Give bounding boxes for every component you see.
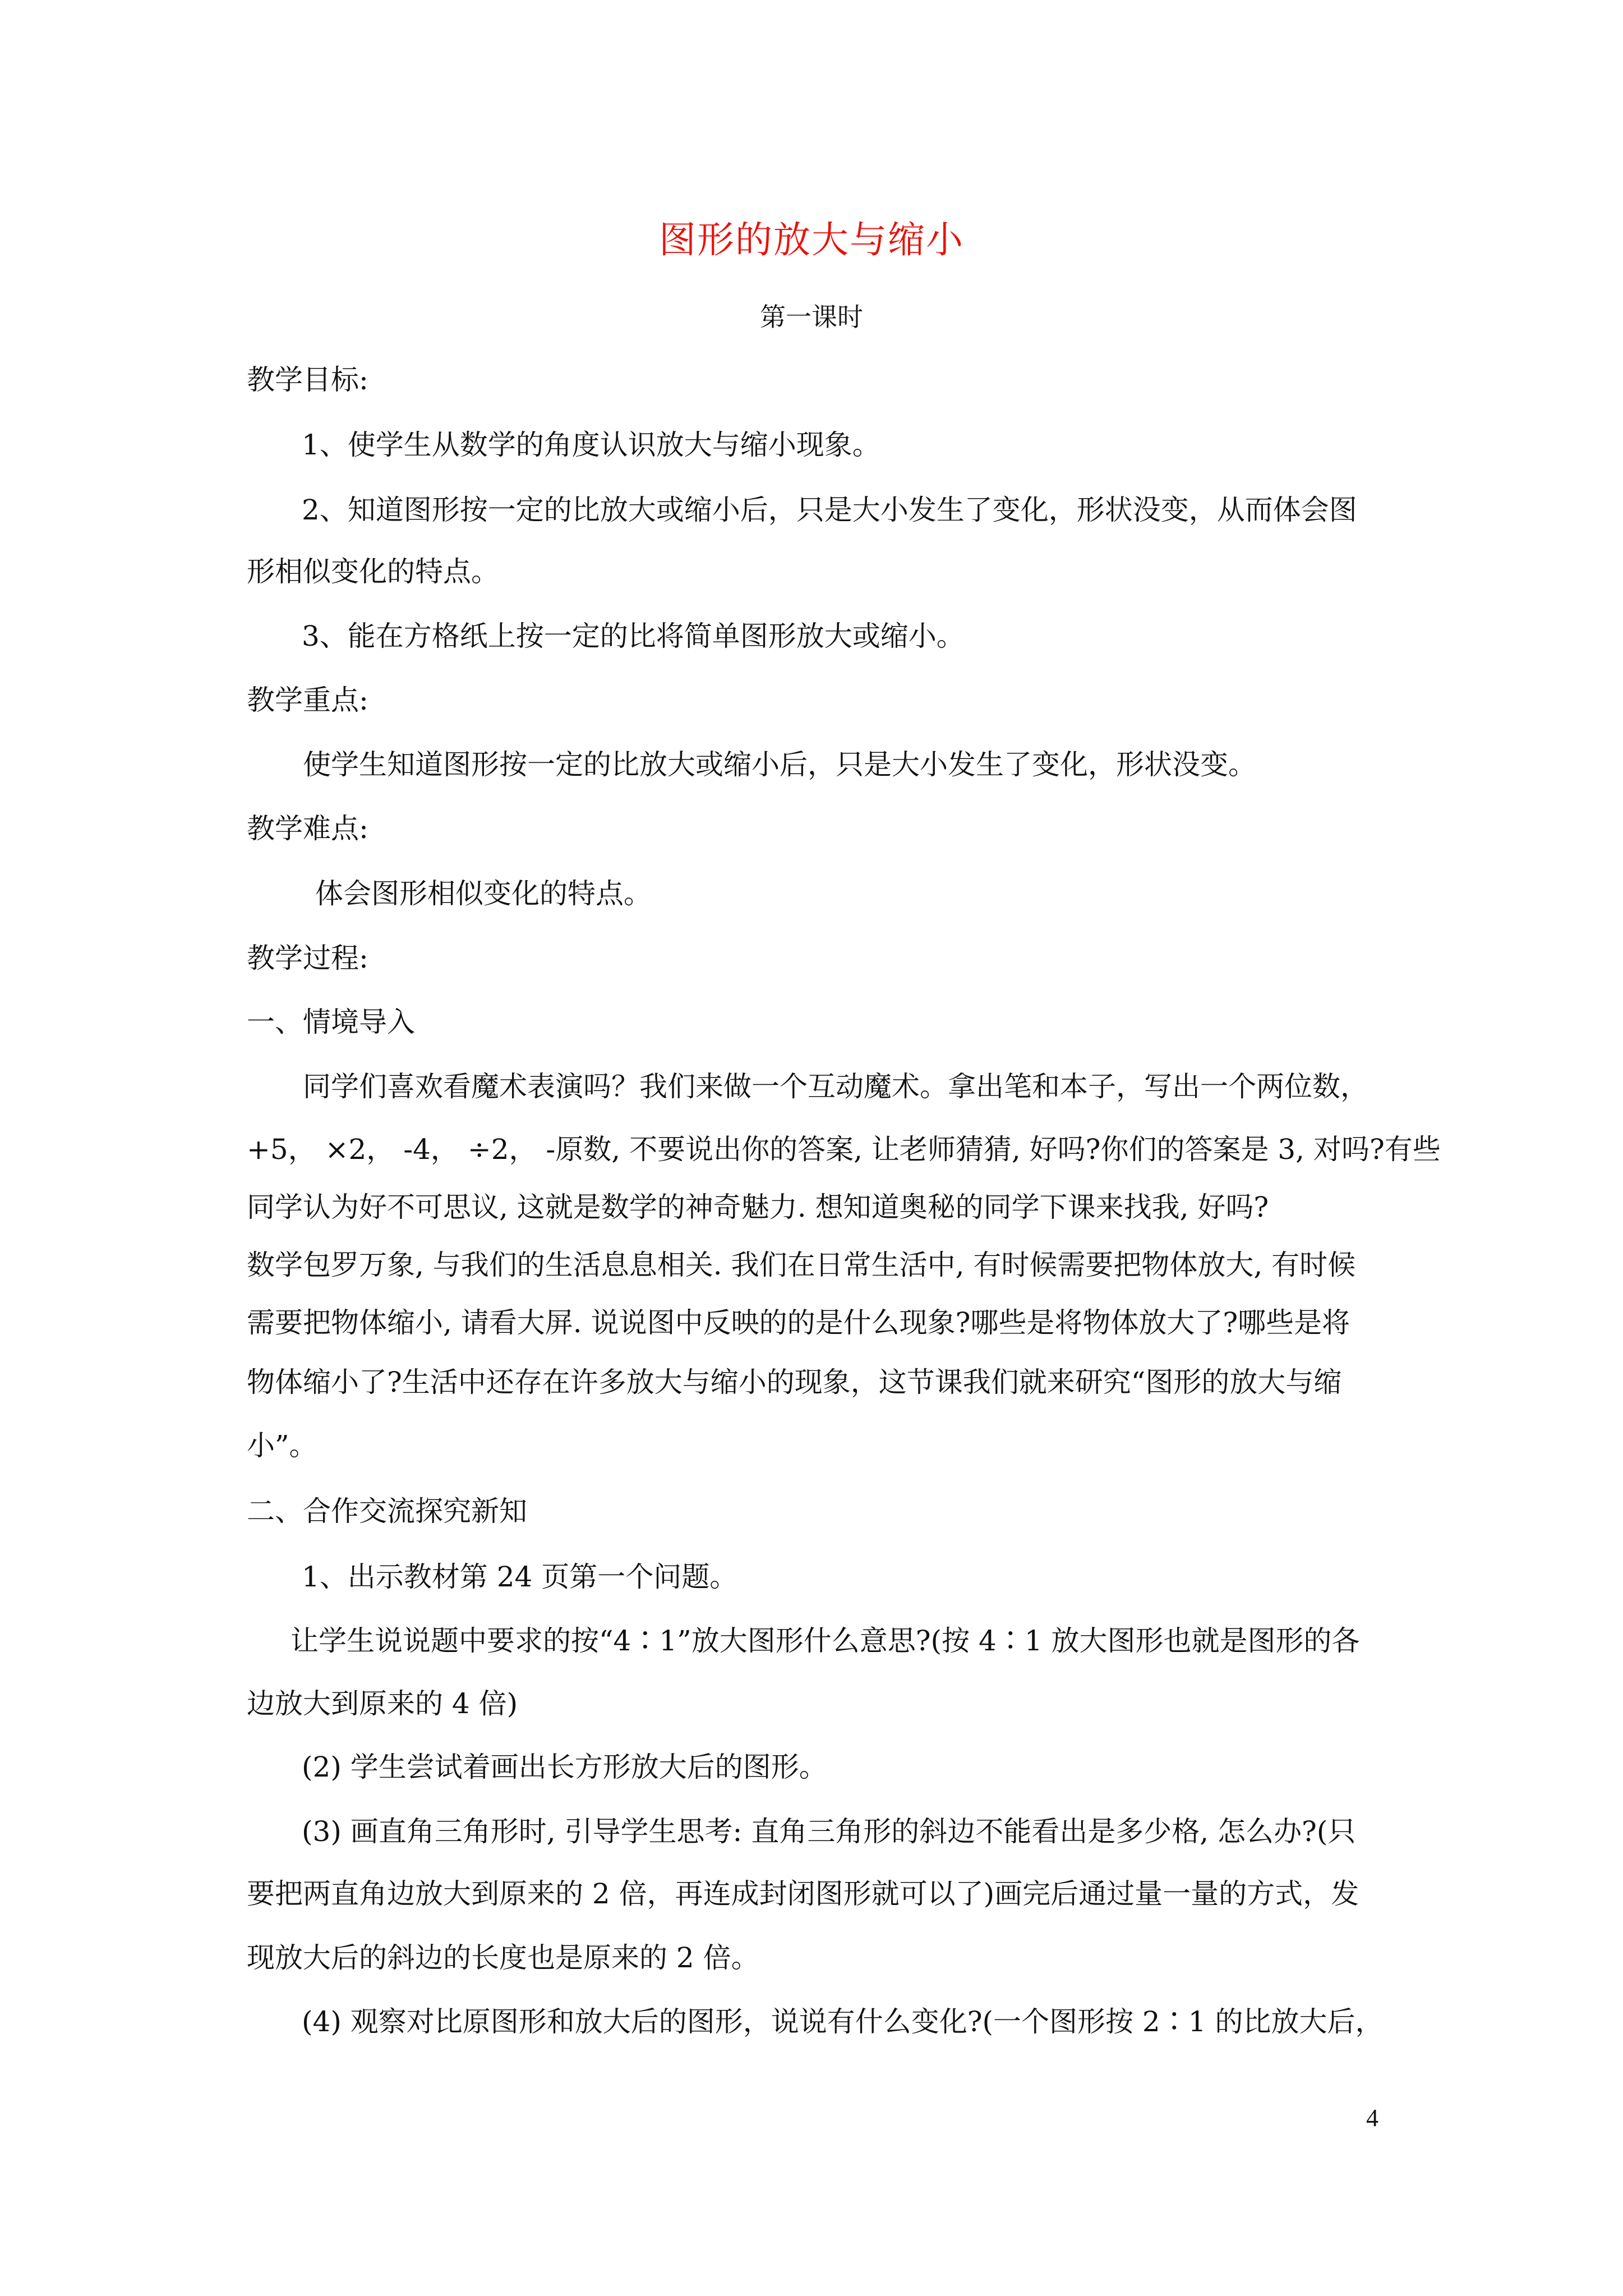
text-line: 二、合作交流探究新知 <box>247 1495 527 1527</box>
text-line: (4) 观察对比原图形和放大后的图形，说说有什么变化?(一个图形按 2∶1 的比放大后， <box>302 2005 1384 2038</box>
text-line: 教学重点: <box>247 684 368 716</box>
text-line: 3、能在方格纸上按一定的比将简单图形放大或缩小。 <box>302 620 965 652</box>
page-number: 4 <box>1366 2104 1378 2132</box>
text-line: 教学难点: <box>247 812 368 845</box>
text-line: 现放大后的斜边的长度也是原来的 2 倍。 <box>247 1941 759 1974</box>
text-line: 物体缩小了?生活中还存在许多放大与缩小的现象，这节课我们就来研究“图形的放大与缩 <box>247 1366 1342 1398</box>
text-line: 小”。 <box>247 1429 317 1462</box>
lesson-subtitle: 第一课时 <box>760 302 863 332</box>
text-line: 1、使学生从数学的角度认识放大与缩小现象。 <box>302 429 880 461</box>
text-line: 形相似变化的特点。 <box>247 555 499 588</box>
text-line: 同学们喜欢看魔术表演吗？我们来做一个互动魔术。拿出笔和本子，写出一个两位数， <box>303 1070 1368 1103</box>
text-line: 教学目标: <box>247 364 368 396</box>
text-line: +5， ×2， -4， ÷2， -原数, 不要说出你的答案, 让老师猜猜, 好吗?你们的答案是 3, 对吗?有些 <box>247 1133 1441 1166</box>
text-line: 教学过程: <box>247 942 368 974</box>
text-line: (2) 学生尝试着画出长方形放大后的图形。 <box>302 1751 827 1783</box>
text-line: 1、出示教材第 24 页第一个问题。 <box>302 1561 738 1593</box>
text-line: 让学生说说题中要求的按“4∶1”放大图形什么意思?(按 4∶1 放大图形也就是图形的各 <box>291 1625 1360 1657</box>
text-line: 使学生知道图形按一定的比放大或缩小后，只是大小发生了变化，形状没变。 <box>303 748 1256 781</box>
text-line: (3) 画直角三角形时, 引导学生思考: 直角三角形的斜边不能看出是多少格, 怎么办?(只 <box>302 1815 1356 1848</box>
text-line: 数学包罗万象, 与我们的生活息息相关. 我们在日常生活中, 有时候需要把物体放大, 有时候 <box>247 1249 1356 1281</box>
text-line: 边放大到原来的 4 倍) <box>247 1687 518 1720</box>
text-line: 一、情境导入 <box>247 1006 415 1038</box>
text-line: 2、知道图形按一定的比放大或缩小后，只是大小发生了变化，形状没变，从而体会图 <box>302 494 1357 526</box>
text-line: 需要把物体缩小, 请看大屏. 说说图中反映的的是什么现象?哪些是将物体放大了?哪些是将 <box>247 1306 1350 1339</box>
text-line: 体会图形相似变化的特点。 <box>315 877 652 910</box>
text-line: 同学认为好不可思议, 这就是数学的神奇魅力. 想知道奥秘的同学下课来找我, 好吗? <box>247 1191 1269 1223</box>
document-title: 图形的放大与缩小 <box>659 218 964 261</box>
text-line: 要把两直角边放大到原来的 2 倍，再连成封闭图形就可以了)画完后通过量一量的方式，发 <box>247 1878 1359 1910</box>
